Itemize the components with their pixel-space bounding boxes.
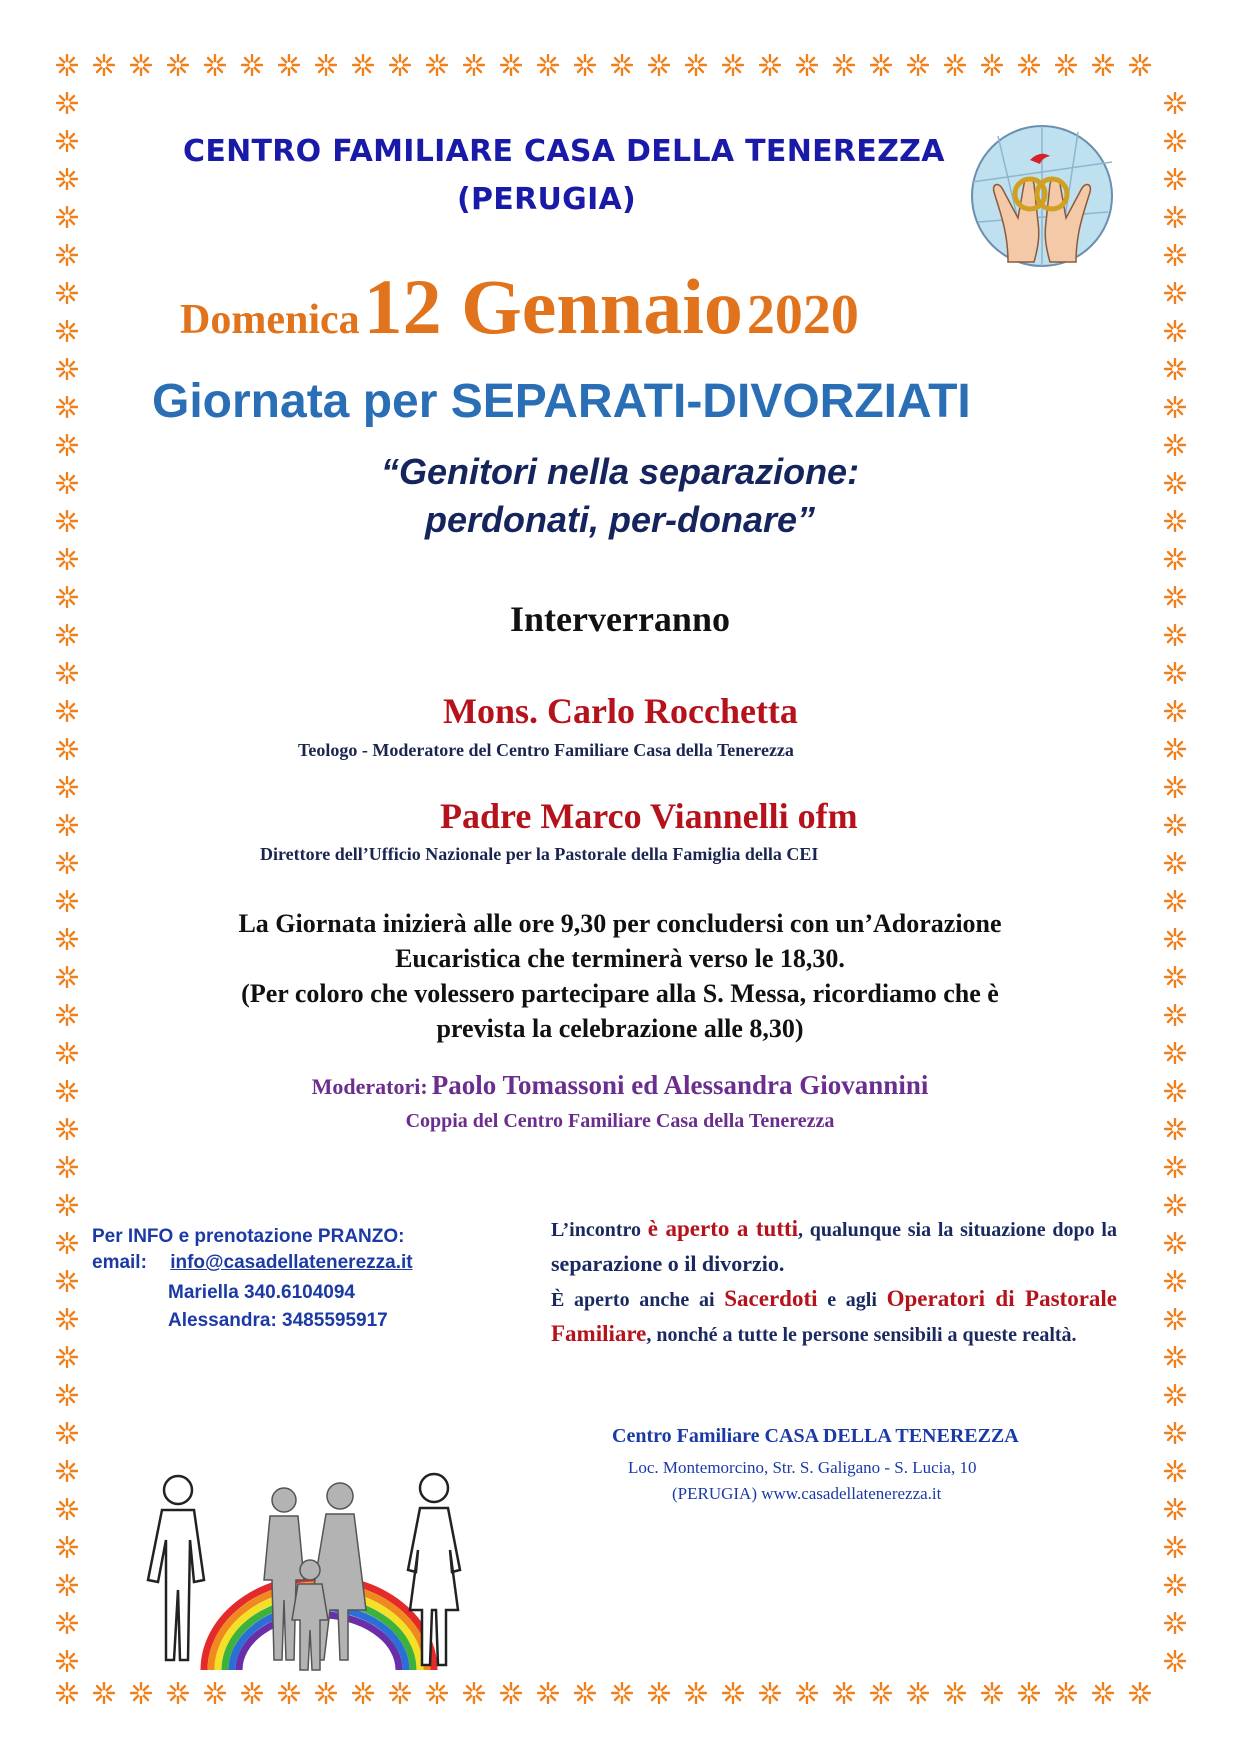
orange-star-icon bbox=[241, 54, 263, 76]
orange-star-icon bbox=[1129, 1682, 1151, 1704]
event-title bbox=[152, 374, 971, 429]
orange-star-icon bbox=[1164, 396, 1186, 418]
orange-star-icon bbox=[944, 1682, 966, 1704]
event-title-caps: SEPARATI-DIVORZIATI bbox=[450, 375, 971, 428]
orange-star-icon bbox=[56, 1346, 78, 1368]
orange-star-icon bbox=[722, 1682, 744, 1704]
orange-star-icon bbox=[56, 1080, 78, 1102]
orange-star-icon bbox=[56, 1612, 78, 1634]
orange-star-icon bbox=[56, 1460, 78, 1482]
orange-star-icon bbox=[1129, 54, 1151, 76]
orange-star-icon bbox=[463, 54, 485, 76]
orange-star-icon bbox=[56, 1308, 78, 1330]
email-link[interactable]: info@casadellatenerezza.it bbox=[170, 1252, 413, 1273]
family-rainbow-illustration bbox=[134, 1460, 474, 1680]
orange-star-icon bbox=[204, 54, 226, 76]
orange-star-icon bbox=[56, 1422, 78, 1444]
orange-star-icon bbox=[56, 396, 78, 418]
orange-star-icon bbox=[685, 54, 707, 76]
text-run: L’incontro bbox=[551, 1219, 642, 1241]
moderators bbox=[170, 1070, 1070, 1101]
orange-star-icon bbox=[56, 1232, 78, 1254]
orange-star-icon bbox=[833, 54, 855, 76]
orange-star-icon bbox=[352, 54, 374, 76]
orange-star-icon bbox=[648, 54, 670, 76]
orange-star-icon bbox=[1164, 1042, 1186, 1064]
orange-star-icon bbox=[56, 624, 78, 646]
orange-star-icon bbox=[648, 1682, 670, 1704]
orange-star-icon bbox=[1164, 130, 1186, 152]
orange-star-icon bbox=[93, 1682, 115, 1704]
date-weekday: Domenica bbox=[180, 297, 360, 343]
orange-star-icon bbox=[759, 1682, 781, 1704]
footer-org: Centro Familiare CASA DELLA TENEREZZA bbox=[612, 1425, 1019, 1447]
orange-star-icon bbox=[870, 54, 892, 76]
orange-star-icon bbox=[500, 1682, 522, 1704]
orange-star-icon bbox=[463, 1682, 485, 1704]
speakers-heading: Interverranno bbox=[510, 599, 730, 639]
orange-star-icon bbox=[611, 1682, 633, 1704]
orange-star-icon bbox=[56, 130, 78, 152]
orange-star-icon bbox=[56, 852, 78, 874]
speaker-role: Teologo - Moderatore del Centro Familiare Casa della Tenerezza bbox=[298, 740, 794, 760]
orange-star-icon bbox=[1164, 586, 1186, 608]
orange-star-icon bbox=[56, 1384, 78, 1406]
event-date bbox=[180, 262, 859, 352]
orange-star-icon bbox=[1164, 1612, 1186, 1634]
orange-star-icon bbox=[907, 54, 929, 76]
orange-star-icon bbox=[1092, 54, 1114, 76]
footer-city-web: (PERUGIA) www.casadellatenerezza.it bbox=[672, 1484, 942, 1503]
orange-star-icon bbox=[56, 586, 78, 608]
orange-star-icon bbox=[56, 738, 78, 760]
orange-star-icon bbox=[981, 54, 1003, 76]
speaker-name: Padre Marco Viannelli ofm bbox=[440, 796, 858, 836]
orange-star-icon bbox=[870, 1682, 892, 1704]
orange-star-icon bbox=[1055, 54, 1077, 76]
orange-star-icon bbox=[56, 928, 78, 950]
text-run-highlight: Operatori di Pastorale Familiare bbox=[551, 1286, 1118, 1346]
schedule-line: Eucaristica che terminerà verso le 18,30. bbox=[395, 944, 845, 973]
speaker-name: Mons. Carlo Rocchetta bbox=[443, 691, 798, 731]
orange-star-icon bbox=[611, 54, 633, 76]
footer-address: Loc. Montemorcino, Str. S. Galigano - S. Lucia, 10 bbox=[628, 1458, 977, 1477]
event-quote bbox=[220, 448, 1020, 544]
quote-line-2: perdonati, per-donare” bbox=[424, 499, 816, 540]
text-run-highlight: Sacerdoti bbox=[724, 1286, 818, 1311]
orange-star-icon bbox=[1164, 1574, 1186, 1596]
orange-star-icon bbox=[1164, 700, 1186, 722]
orange-star-icon bbox=[1164, 814, 1186, 836]
orange-star-icon bbox=[574, 54, 596, 76]
text-run: e agli bbox=[827, 1289, 877, 1311]
orange-star-icon bbox=[56, 1536, 78, 1558]
hands-logo-icon bbox=[968, 122, 1116, 270]
orange-star-icon bbox=[56, 1574, 78, 1596]
orange-star-icon bbox=[56, 510, 78, 532]
orange-star-icon bbox=[1164, 1308, 1186, 1330]
orange-star-icon bbox=[1164, 662, 1186, 684]
orange-star-icon bbox=[56, 1682, 78, 1704]
text-run: , nonché a tutte le persone sensibili a queste realtà. bbox=[646, 1324, 1077, 1346]
orange-star-icon bbox=[1164, 1270, 1186, 1292]
orange-star-icon bbox=[1164, 92, 1186, 114]
contact-alessandra: Alessandra: 3485595917 bbox=[168, 1310, 388, 1331]
orange-star-icon bbox=[574, 1682, 596, 1704]
orange-star-icon bbox=[1164, 282, 1186, 304]
orange-star-icon bbox=[1164, 1346, 1186, 1368]
orange-star-icon bbox=[56, 890, 78, 912]
text-run-highlight: è aperto a tutti bbox=[647, 1216, 799, 1241]
orange-star-icon bbox=[944, 54, 966, 76]
orange-star-icon bbox=[1164, 890, 1186, 912]
open-paragraph-1 bbox=[551, 1212, 1117, 1282]
orange-star-icon bbox=[56, 1156, 78, 1178]
text-run: , qualunque sia la situazione dopo la bbox=[798, 1219, 1117, 1241]
orange-star-icon bbox=[500, 54, 522, 76]
orange-star-icon bbox=[352, 1682, 374, 1704]
orange-star-icon bbox=[1164, 776, 1186, 798]
orange-star-icon bbox=[56, 282, 78, 304]
orange-star-icon bbox=[1164, 320, 1186, 342]
orange-star-icon bbox=[56, 434, 78, 456]
orange-star-icon bbox=[1164, 1118, 1186, 1140]
orange-star-icon bbox=[167, 54, 189, 76]
contact-mariella: Mariella 340.6104094 bbox=[168, 1282, 355, 1303]
org-name: CENTRO FAMILIARE CASA DELLA TENEREZZA bbox=[183, 134, 945, 169]
orange-star-icon bbox=[1164, 1498, 1186, 1520]
schedule-line: (Per coloro che volessero partecipare alla S. Messa, ricordiamo che è bbox=[241, 979, 999, 1008]
orange-star-icon bbox=[1164, 206, 1186, 228]
orange-star-icon bbox=[56, 472, 78, 494]
orange-star-icon bbox=[907, 1682, 929, 1704]
orange-star-icon bbox=[1164, 738, 1186, 760]
orange-star-icon bbox=[1018, 1682, 1040, 1704]
moderators-subtitle: Coppia del Centro Familiare Casa della Tenerezza bbox=[405, 1110, 835, 1132]
orange-star-icon bbox=[1164, 244, 1186, 266]
orange-star-icon bbox=[56, 1004, 78, 1026]
orange-star-icon bbox=[1055, 1682, 1077, 1704]
orange-star-icon bbox=[1164, 1194, 1186, 1216]
orange-star-icon bbox=[56, 966, 78, 988]
info-heading: Per INFO e prenotazione PRANZO: bbox=[92, 1226, 405, 1247]
orange-star-icon bbox=[1164, 1004, 1186, 1026]
orange-star-icon bbox=[389, 54, 411, 76]
orange-star-icon bbox=[1164, 358, 1186, 380]
orange-star-icon bbox=[56, 776, 78, 798]
date-day-month: 12 Gennaio bbox=[363, 263, 743, 350]
orange-star-icon bbox=[130, 1682, 152, 1704]
orange-star-icon bbox=[1164, 434, 1186, 456]
orange-star-icon bbox=[1164, 548, 1186, 570]
date-year: 2020 bbox=[746, 284, 859, 346]
orange-star-icon bbox=[537, 54, 559, 76]
org-city: (PERUGIA) bbox=[457, 182, 637, 217]
orange-star-icon bbox=[1164, 1384, 1186, 1406]
event-title-prefix: Giornata per bbox=[152, 375, 438, 428]
schedule-line: La Giornata inizierà alle ore 9,30 per concludersi con un’Adorazione bbox=[238, 909, 1002, 938]
orange-star-icon bbox=[389, 1682, 411, 1704]
orange-star-icon bbox=[278, 54, 300, 76]
orange-star-icon bbox=[1164, 1650, 1186, 1672]
orange-star-icon bbox=[93, 54, 115, 76]
orange-star-icon bbox=[167, 1682, 189, 1704]
open-paragraph-2 bbox=[551, 1282, 1117, 1352]
orange-star-icon bbox=[56, 358, 78, 380]
orange-star-icon bbox=[1164, 168, 1186, 190]
orange-star-icon bbox=[56, 1118, 78, 1140]
orange-star-icon bbox=[130, 54, 152, 76]
orange-star-icon bbox=[1018, 54, 1040, 76]
orange-star-icon bbox=[278, 1682, 300, 1704]
speaker-role: Direttore dell’Ufficio Nazionale per la Pastorale della Famiglia della CEI bbox=[260, 844, 819, 864]
open-text bbox=[551, 1212, 1117, 1352]
moderators-label: Moderatori: bbox=[311, 1074, 428, 1099]
quote-line-1: “Genitori nella separazione: bbox=[380, 451, 860, 492]
orange-star-icon bbox=[1164, 852, 1186, 874]
moderators-names: Paolo Tomassoni ed Alessandra Giovannini bbox=[431, 1070, 929, 1100]
orange-star-icon bbox=[1164, 1232, 1186, 1254]
orange-star-icon bbox=[796, 54, 818, 76]
orange-star-icon bbox=[981, 1682, 1003, 1704]
orange-star-icon bbox=[56, 244, 78, 266]
orange-star-icon bbox=[722, 54, 744, 76]
orange-star-icon bbox=[56, 662, 78, 684]
orange-star-icon bbox=[1164, 928, 1186, 950]
orange-star-icon bbox=[1164, 1460, 1186, 1482]
orange-star-icon bbox=[426, 54, 448, 76]
orange-star-icon bbox=[685, 1682, 707, 1704]
orange-star-icon bbox=[1164, 510, 1186, 532]
orange-star-icon bbox=[315, 1682, 337, 1704]
orange-star-icon bbox=[56, 548, 78, 570]
orange-star-icon bbox=[1164, 624, 1186, 646]
orange-star-icon bbox=[56, 700, 78, 722]
orange-star-icon bbox=[56, 320, 78, 342]
orange-star-icon bbox=[56, 814, 78, 836]
orange-star-icon bbox=[1164, 472, 1186, 494]
schedule-text bbox=[120, 906, 1120, 1046]
orange-star-icon bbox=[56, 54, 78, 76]
text-run: È aperto anche ai bbox=[551, 1289, 715, 1311]
orange-star-icon bbox=[1092, 1682, 1114, 1704]
schedule-line: prevista la celebrazione alle 8,30) bbox=[436, 1014, 804, 1043]
orange-star-icon bbox=[537, 1682, 559, 1704]
orange-star-icon bbox=[1164, 1536, 1186, 1558]
orange-star-icon bbox=[56, 1270, 78, 1292]
orange-star-icon bbox=[56, 1650, 78, 1672]
orange-star-icon bbox=[241, 1682, 263, 1704]
orange-star-icon bbox=[759, 54, 781, 76]
orange-star-icon bbox=[56, 1498, 78, 1520]
orange-star-icon bbox=[1164, 1080, 1186, 1102]
orange-star-icon bbox=[56, 168, 78, 190]
orange-star-icon bbox=[426, 1682, 448, 1704]
orange-star-icon bbox=[56, 1194, 78, 1216]
orange-star-icon bbox=[1164, 966, 1186, 988]
orange-star-icon bbox=[56, 92, 78, 114]
email-label: email: bbox=[92, 1252, 147, 1273]
info-email-row bbox=[92, 1250, 413, 1275]
orange-star-icon bbox=[56, 1042, 78, 1064]
text-run: separazione o il divorzio. bbox=[551, 1251, 785, 1276]
orange-star-icon bbox=[315, 54, 337, 76]
orange-star-icon bbox=[796, 1682, 818, 1704]
orange-star-icon bbox=[1164, 1156, 1186, 1178]
orange-star-icon bbox=[56, 206, 78, 228]
orange-star-icon bbox=[1164, 1422, 1186, 1444]
orange-star-icon bbox=[204, 1682, 226, 1704]
orange-star-icon bbox=[833, 1682, 855, 1704]
